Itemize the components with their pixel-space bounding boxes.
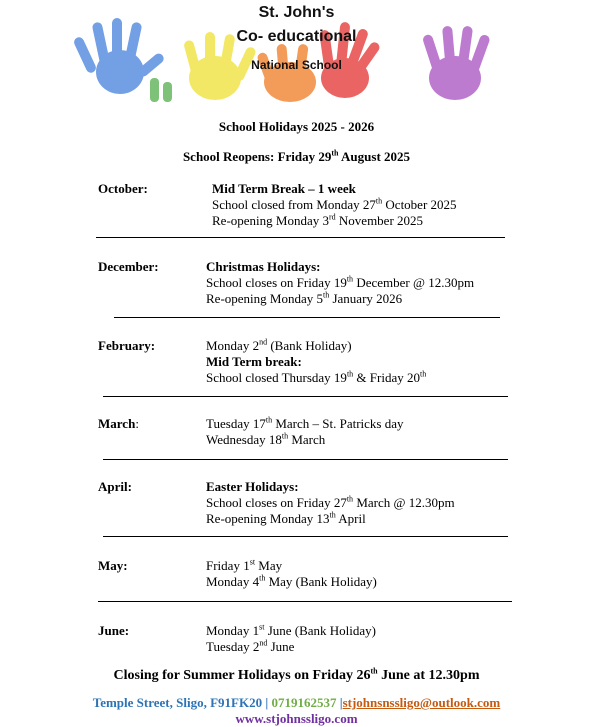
divider: [98, 601, 512, 602]
document-title: School Holidays 2025 - 2026: [218, 119, 375, 134]
divider: [96, 237, 505, 238]
month-label: October:: [98, 181, 148, 196]
section-details: [212, 181, 457, 229]
month-label: April:: [98, 479, 132, 494]
address-text: Temple Street, Sligo, F91FK20: [92, 695, 263, 710]
school-name-line1: St. John's: [258, 4, 335, 21]
month-label: March:: [98, 416, 139, 431]
detail-line: Re-opening Monday 13th April: [206, 510, 366, 526]
reopens-line: School Reopens: Friday 29th August 2025: [182, 148, 411, 164]
section-heading: Mid Term Break – 1 week: [212, 181, 356, 196]
month-label: June:: [98, 623, 130, 638]
section-details: [206, 558, 377, 590]
detail-line: Re-opening Monday 3rd November 2025: [212, 212, 424, 228]
school-name-line2: Co- educational: [236, 28, 357, 45]
detail-line: Friday 1st May: [206, 557, 283, 573]
divider: [103, 459, 508, 460]
section-details: [206, 479, 455, 527]
section-heading: Christmas Holidays:: [206, 259, 321, 274]
divider: [103, 396, 508, 397]
email-link[interactable]: stjohnsnssligo@outlook.com: [342, 695, 501, 710]
section-heading: Mid Term break:: [206, 354, 302, 369]
detail-line: School closes on Friday 19th December @ 12.30pm: [206, 274, 475, 290]
detail-line: School closes on Friday 27th March @ 12.30pm: [206, 494, 455, 510]
section-heading: Easter Holidays:: [206, 479, 299, 494]
contact-footer: Temple Street, Sligo, F91FK20 | 0719162537 |stjohnsnssligo@outlook.com: [92, 695, 501, 710]
school-logo-header: [0, 0, 593, 105]
phone-number[interactable]: 0719162537: [271, 695, 337, 710]
detail-line: Monday 1st June (Bank Holiday): [206, 622, 376, 638]
month-label: May:: [98, 558, 128, 573]
section-details: [206, 338, 426, 386]
closing-notice: Closing for Summer Holidays on Friday 26th June at 12.30pm: [113, 666, 480, 683]
detail-line: Wednesday 18th March: [206, 431, 326, 447]
detail-line: Re-opening Monday 5th January 2026: [206, 290, 403, 306]
detail-line: Tuesday 2nd June: [206, 638, 295, 654]
section-details: [206, 623, 376, 655]
section-details: [206, 416, 404, 448]
detail-line: School closed Thursday 19th & Friday 20th: [206, 369, 427, 385]
month-label: February:: [98, 338, 156, 353]
detail-line: Monday 2nd (Bank Holiday): [206, 337, 352, 353]
detail-line: Monday 4th May (Bank Holiday): [206, 573, 377, 589]
detail-line: Tuesday 17th March – St. Patricks day: [206, 415, 404, 431]
school-name-line3: National School: [251, 58, 342, 72]
divider: [103, 536, 508, 537]
section-details: [206, 259, 474, 307]
month-label: December:: [98, 259, 159, 274]
website-link[interactable]: www.stjohnssligo.com: [235, 711, 358, 726]
detail-line: School closed from Monday 27th October 2025: [212, 196, 457, 212]
divider: [114, 317, 500, 318]
